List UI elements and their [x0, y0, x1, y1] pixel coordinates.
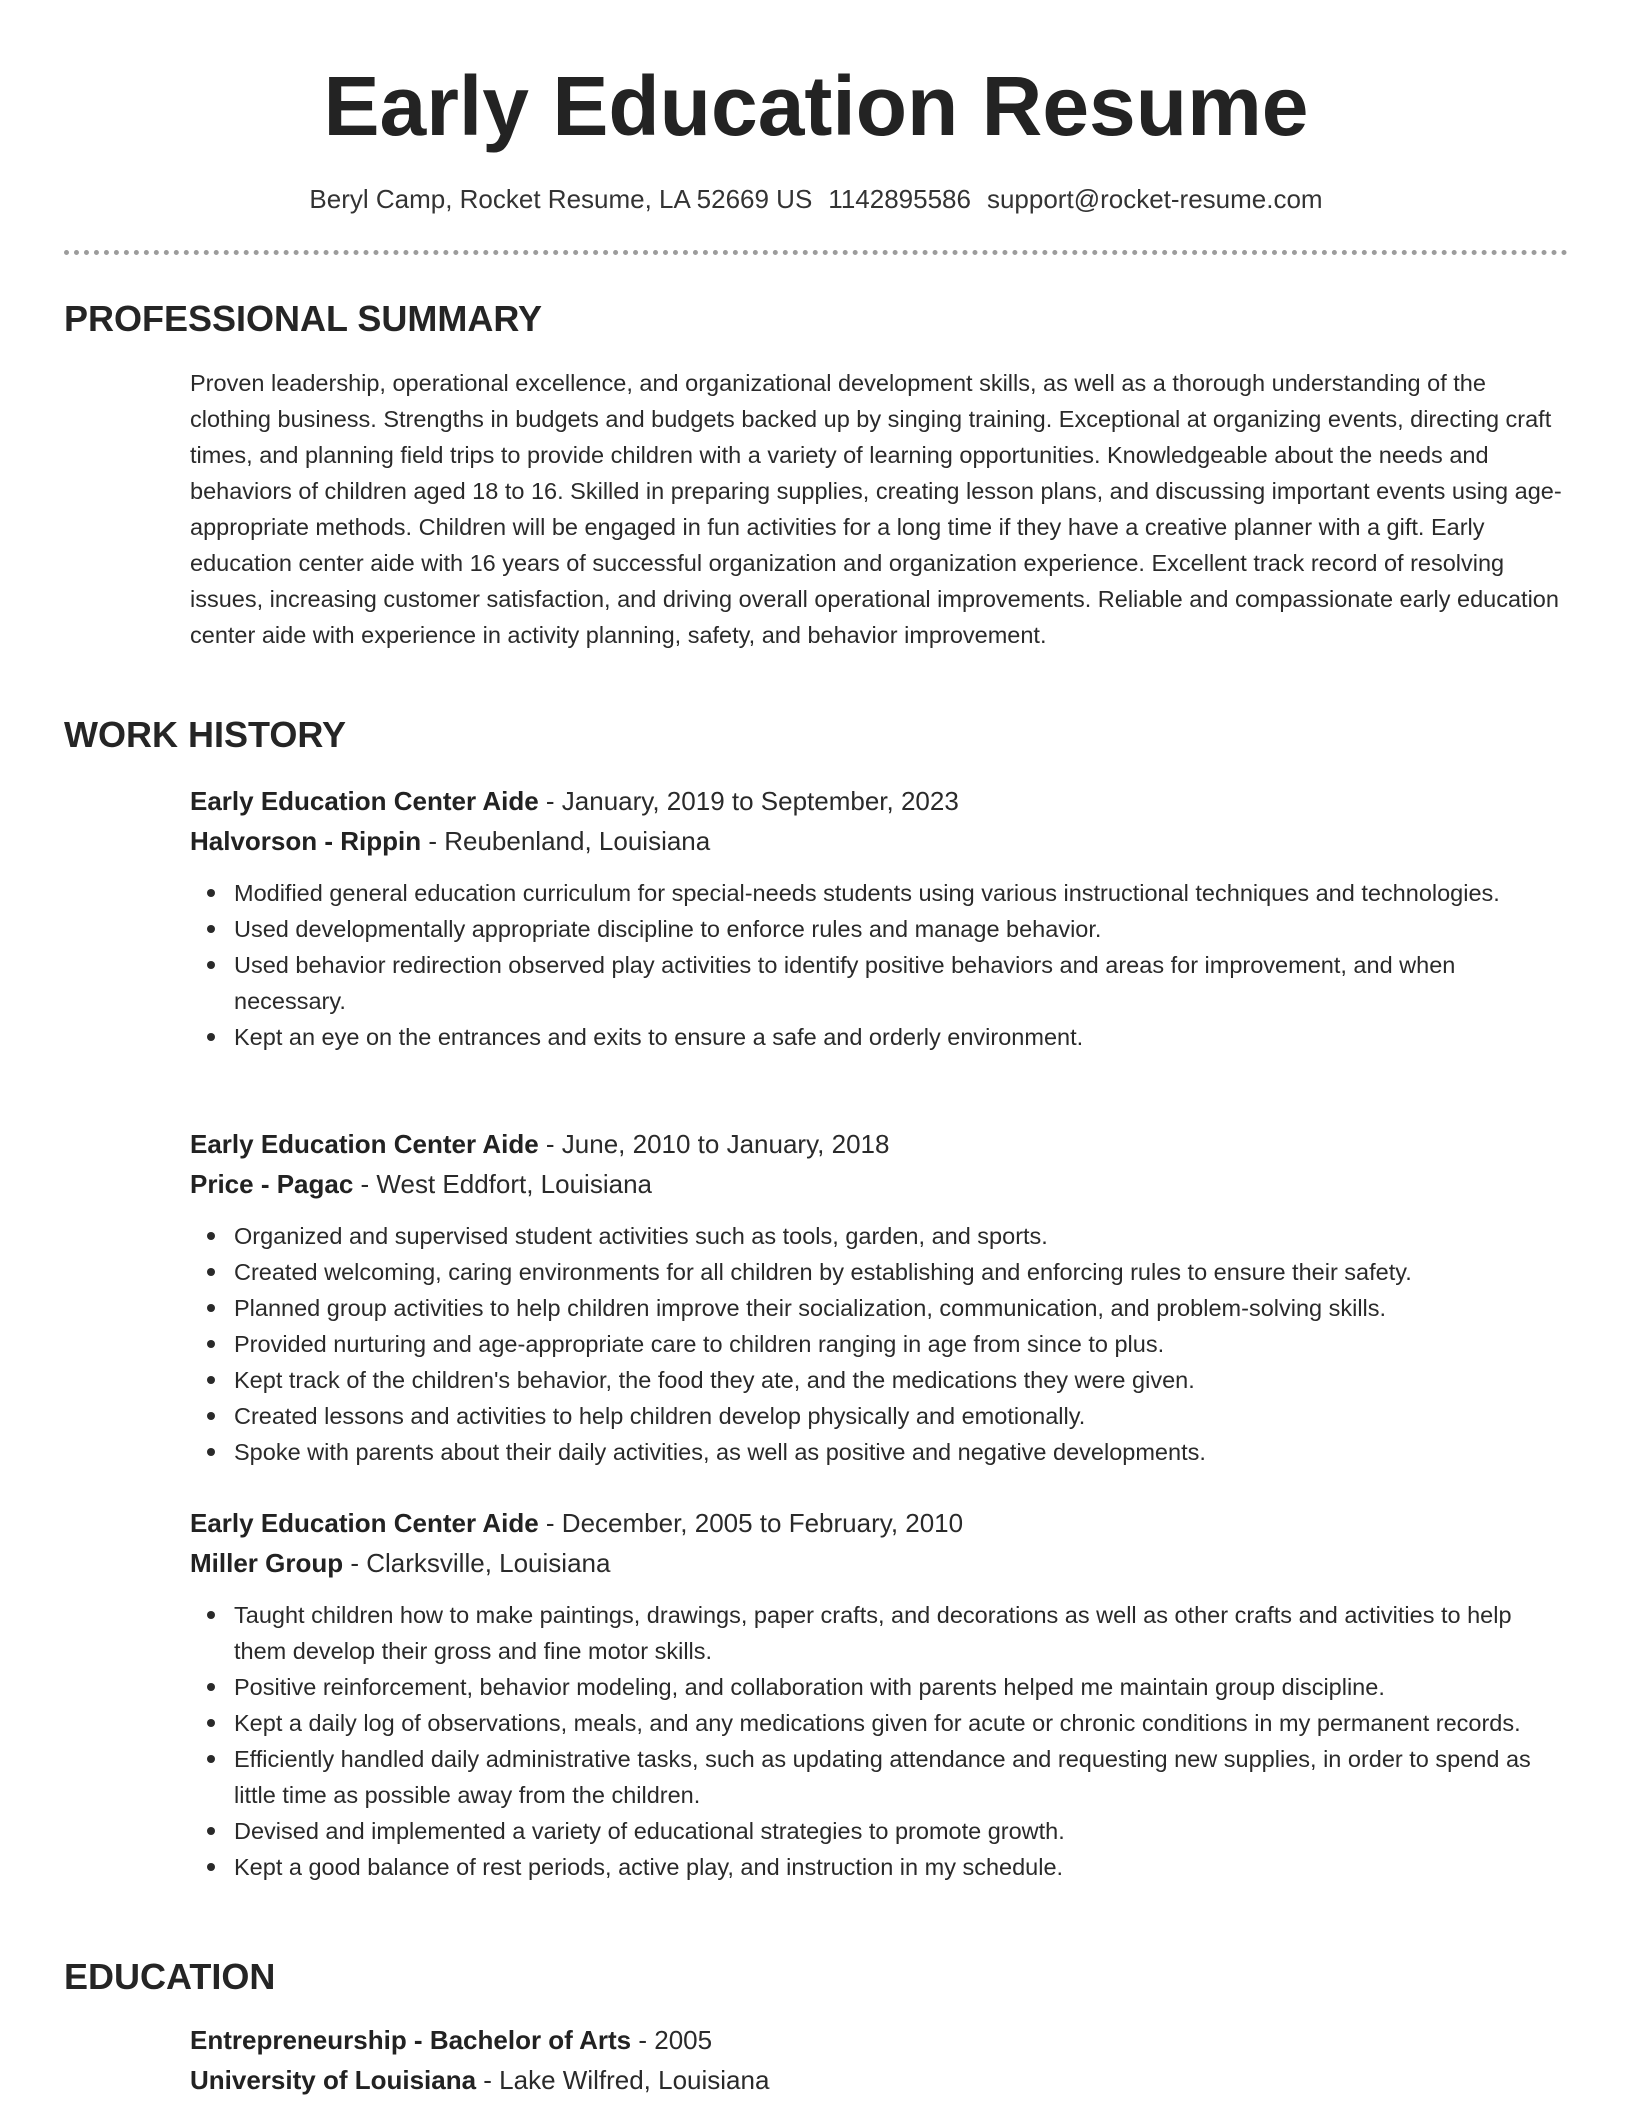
job-bullet: Organized and supervised student activities such as tools, garden, and sports. — [234, 1218, 1570, 1254]
job-bullet: Provided nurturing and age-appropriate care to children ranging in age from since to plus. — [234, 1326, 1570, 1362]
contact-phone: 1142895586 — [828, 184, 971, 214]
job-bullet: Devised and implemented a variety of educational strategies to promote growth. — [234, 1813, 1570, 1849]
job-title-line — [190, 1124, 1570, 1164]
education-entry — [190, 2020, 1570, 2100]
job-bullet-list — [190, 1218, 1570, 1470]
education-school: University of Louisiana — [190, 2065, 477, 2095]
job-title-line — [190, 1503, 1570, 1543]
education-year: - 2005 — [631, 2025, 713, 2055]
contact-line — [0, 182, 1632, 216]
job-dates: - January, 2019 to September, 2023 — [538, 786, 959, 816]
job-bullet: Efficiently handled daily administrative tasks, such as updating attendance and requesting new supplies, in order to spend as little time as possible away from the children. — [234, 1741, 1570, 1813]
job-company: Price - Pagac — [190, 1169, 354, 1199]
job-dates: - June, 2010 to January, 2018 — [538, 1129, 890, 1159]
job-location: - Clarksville, Louisiana — [343, 1548, 611, 1578]
job-company: Halvorson - Rippin — [190, 826, 422, 856]
job-bullet-list — [190, 875, 1570, 1055]
job-entry — [190, 781, 1570, 1055]
education-location: - Lake Wilfred, Louisiana — [476, 2065, 770, 2095]
job-bullet: Used behavior redirection observed play activities to identify positive behaviors and areas for improvement, and when necessary. — [234, 947, 1570, 1019]
work-history-heading: WORK HISTORY — [64, 714, 347, 755]
job-bullet: Planned group activities to help children improve their socialization, communication, and problem-solving skills. — [234, 1290, 1570, 1326]
job-dates: - December, 2005 to February, 2010 — [538, 1508, 964, 1538]
job-title: Early Education Center Aide — [190, 1508, 539, 1538]
contact-email[interactable]: support@rocket-resume.com — [986, 184, 1323, 214]
job-entry — [190, 1503, 1570, 1885]
job-location: - Reubenland, Louisiana — [421, 826, 711, 856]
job-title: Early Education Center Aide — [190, 786, 539, 816]
summary-text: Proven leadership, operational excellence, and organizational development skills, as well as a thorough understanding of the clothing business. Strengths in budgets and budgets backed up by singing training. Exceptional at organizing events, directing craft times, and planning field trips to provide children with a variety of learning opportunities. Knowledgeable about the needs and behaviors of children aged 18 to 16. Skilled in preparing supplies, creating lesson plans, and discussing important events using age-appropriate methods. Children will be engaged in fun activities for a long time if they have a creative planner with a gift. Early education center aide with 16 years of successful organization and organization experience. Excellent track record of resolving issues, increasing customer satisfaction, and driving overall operational improvements. Reliable and compassionate early education center aide with experience in activity planning, safety, and behavior improvement. — [190, 370, 1562, 648]
job-bullet: Used developmentally appropriate discipline to enforce rules and manage behavior. — [234, 911, 1570, 947]
job-bullet: Kept a daily log of observations, meals, and any medications given for acute or chronic conditions in my permanent records. — [234, 1705, 1570, 1741]
job-location: - West Eddfort, Louisiana — [353, 1169, 652, 1199]
job-bullet: Spoke with parents about their daily activities, as well as positive and negative developments. — [234, 1434, 1570, 1470]
job-company-line — [190, 1543, 1570, 1583]
education-heading: EDUCATION — [64, 1956, 276, 1997]
education-degree-line — [190, 2020, 1570, 2060]
education-degree: Entrepreneurship - Bachelor of Arts — [190, 2025, 632, 2055]
job-bullet: Modified general education curriculum for special-needs students using various instructional techniques and technologies. — [234, 875, 1570, 911]
job-company: Miller Group — [190, 1548, 344, 1578]
job-bullet-list — [190, 1597, 1570, 1885]
job-entry — [190, 1124, 1570, 1470]
job-bullet: Created lessons and activities to help children develop physically and emotionally. — [234, 1398, 1570, 1434]
job-title-line — [190, 781, 1570, 821]
job-bullet: Created welcoming, caring environments for all children by establishing and enforcing rules to ensure their safety. — [234, 1254, 1570, 1290]
job-bullet: Kept a good balance of rest periods, active play, and instruction in my schedule. — [234, 1849, 1570, 1885]
resume-title: Early Education Resume — [323, 59, 1309, 153]
job-title: Early Education Center Aide — [190, 1129, 539, 1159]
job-bullet: Kept an eye on the entrances and exits to ensure a safe and orderly environment. — [234, 1019, 1570, 1055]
job-company-line — [190, 1164, 1570, 1204]
contact-address: Beryl Camp, Rocket Resume, LA 52669 US — [309, 184, 813, 214]
summary-heading: PROFESSIONAL SUMMARY — [64, 298, 543, 339]
header-divider — [64, 250, 1568, 255]
job-bullet: Taught children how to make paintings, drawings, paper crafts, and decorations as well as other crafts and activities to help them develop their gross and fine motor skills. — [234, 1597, 1570, 1669]
education-school-line — [190, 2060, 1570, 2100]
job-company-line — [190, 821, 1570, 861]
job-bullet: Kept track of the children's behavior, the food they ate, and the medications they were given. — [234, 1362, 1570, 1398]
job-bullet: Positive reinforcement, behavior modeling, and collaboration with parents helped me maintain group discipline. — [234, 1669, 1570, 1705]
